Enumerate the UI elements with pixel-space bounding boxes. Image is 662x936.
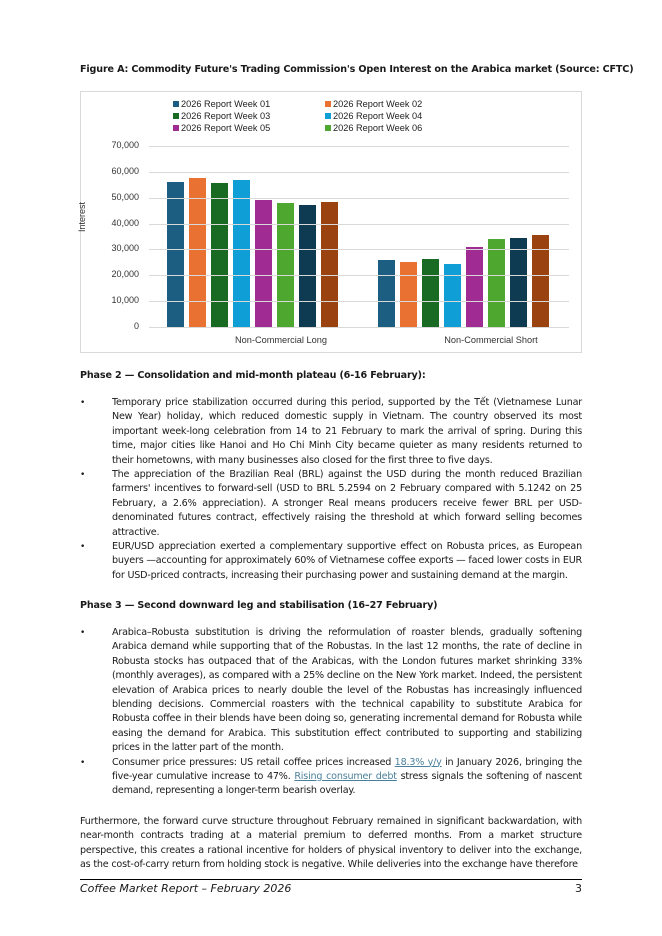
open-interest-chart [77, 91, 582, 353]
category-label-short: Non-Commercial Short [444, 335, 538, 345]
footer-divider [80, 879, 582, 880]
legend-label: 2026 Report Week 06 [333, 122, 423, 133]
retail-price-link[interactable]: 18.3% y/y [394, 756, 442, 768]
gridline [149, 275, 569, 276]
bar [400, 262, 417, 327]
y-tick-label: 60,000 [111, 165, 139, 176]
bar [466, 247, 483, 327]
phase3-bullet-list [80, 626, 582, 799]
list-item [80, 540, 582, 583]
bar [510, 238, 527, 327]
gridline [149, 172, 569, 173]
bar [277, 203, 294, 327]
consumer-debt-link[interactable]: Rising consumer debt [294, 771, 397, 783]
plot-area [149, 146, 569, 327]
closing-paragraph: Furthermore, the forward curve structure throughout February remained in significant backwardation, with near-month contracts trading at a material premium to deferred months. From a market structure perspective, this creates a rational incentive for holders of physical inventory to deliver into the exchange, as the cost-of-carry return from holding stock is negative. While deliveries into the exchange have therefore [80, 816, 582, 871]
phase3-heading: Phase 3 — Second downward leg and stabilisation (16–27 February) [80, 600, 438, 611]
list-item [80, 396, 582, 468]
gridline [149, 249, 569, 250]
legend-swatch-icon [173, 125, 179, 131]
bullet-text-part: in January 2026, bringing the five-year cumulative increase to 47%. [112, 756, 582, 783]
legend-swatch-icon [325, 113, 331, 119]
legend-swatch-icon [325, 125, 331, 131]
legend-swatch-icon [173, 101, 179, 107]
legend-item [173, 122, 325, 133]
list-item [80, 468, 582, 540]
y-tick-label: 20,000 [111, 269, 139, 280]
y-tick-label: 40,000 [111, 217, 139, 228]
legend-item [325, 110, 485, 121]
bar [422, 259, 439, 327]
legend-label: 2026 Report Week 02 [333, 98, 423, 109]
bar [255, 200, 272, 327]
legend-label: 2026 Report Week 01 [181, 98, 271, 109]
bar [211, 183, 228, 327]
bullet-icon: • [80, 757, 86, 768]
bullet-icon: • [80, 542, 86, 553]
bar [488, 239, 505, 327]
bar [167, 182, 184, 327]
page-number: 3 [575, 882, 582, 895]
chart-legend [173, 98, 503, 133]
y-tick-label: 0 [133, 321, 139, 331]
figure-title: Figure A: Commodity Future's Trading Commission's Open Interest on the Arabica market (Source: CFTC) [80, 64, 634, 75]
legend-label: 2026 Report Week 05 [181, 122, 271, 133]
category-label-long: Non-Commercial Long [235, 335, 327, 345]
y-tick-label: 30,000 [111, 243, 139, 254]
y-axis-title: Interest [77, 201, 87, 232]
y-tick-label: 50,000 [111, 191, 139, 202]
legend-item [325, 98, 485, 109]
legend-item [173, 98, 325, 109]
bar [444, 264, 461, 327]
bullet-text-part: Consumer price pressures: US retail coffee prices increased [112, 756, 395, 768]
footer-title: Coffee Market Report – February 2026 [80, 882, 292, 895]
legend-label: 2026 Report Week 03 [181, 110, 271, 121]
gridline [149, 224, 569, 225]
bar [321, 202, 338, 327]
bullet-icon: • [80, 628, 86, 638]
bullet-text: EUR/USD appreciation exerted a complementary supportive effect on Robusta prices, as European buyers —accounting for approximately 60% of Vietnamese coffee exports — faced lower costs in EUR for USD-priced contracts, increasing their purchasing power and sustaining demand at the margin. [112, 541, 582, 581]
gridline [149, 301, 569, 302]
bullet-text-part: stress signals the softening of nascent demand, representing a longer-term bearish overlay. [112, 771, 582, 797]
bullet-text: Arabica–Robusta substitution is driving the reformulation of roaster blends, gradually softening Arabica demand while supporting that of the Robustas. In the last 12 months, the rate of decline in Robusta stocks has outpaced that of the Arabicas, with the London futures market shrinking 33% (monthly averages), as compared with a 25% decline on the New York market. Indeed, the persistent elevation of Arabica prices to nearly double the level of the Robustas has increasingly influenced blending decisions. Commercial roasters with the technical capability to substitute Arabica for Robusta coffee in their blends have been doing so, generating incremental demand for Robusta while easing the demand for Arabica. This substitution effect contributed to supporting and stabilizing prices in the latter part of the month. [112, 627, 582, 754]
phase2-heading: Phase 2 — Consolidation and mid-month plateau (6-16 February): [80, 370, 426, 381]
legend-label: 2026 Report Week 04 [333, 110, 423, 121]
bullet-icon: • [80, 470, 86, 481]
bar [378, 260, 395, 327]
legend-item [173, 110, 325, 121]
bar [233, 180, 250, 327]
gridline [149, 146, 569, 147]
list-item [80, 626, 582, 756]
legend-swatch-icon [325, 101, 331, 107]
y-tick-label: 10,000 [111, 295, 139, 306]
gridline [149, 327, 569, 328]
bullet-icon: • [80, 398, 86, 408]
phase2-bullet-list [80, 396, 582, 583]
list-item [80, 756, 582, 799]
y-tick-label: 70,000 [111, 140, 139, 150]
legend-item [325, 122, 485, 133]
bullet-text: Temporary price stabilization occurred during this period, supported by the Tết (Vietnamese Lunar New Year) holiday, which reduced domestic supply in Vietnam. The country observed its most important week-long celebration from 14 to 21 February to mark the arrival of spring. During this time, major cities like Hanoi and Ho Chi Minh City became quieter as many residents returned to their hometowns, with many businesses also closed for the first three to five days. [112, 397, 582, 466]
legend-swatch-icon [173, 113, 179, 119]
bullet-text: The appreciation of the Brazilian Real (BRL) against the USD during the month reduced Brazilian farmers' incentives to forward-sell (USD to BRL 5.2594 on 2 February compared with 5.1242 on 25 February, a 2.6% appreciation). A stronger Real means producers receive fewer BRL per USD-denominated futures contract, effectively raising the threshold at which forward selling becomes attractive. [112, 469, 582, 538]
gridline [149, 198, 569, 199]
bar [189, 178, 206, 327]
